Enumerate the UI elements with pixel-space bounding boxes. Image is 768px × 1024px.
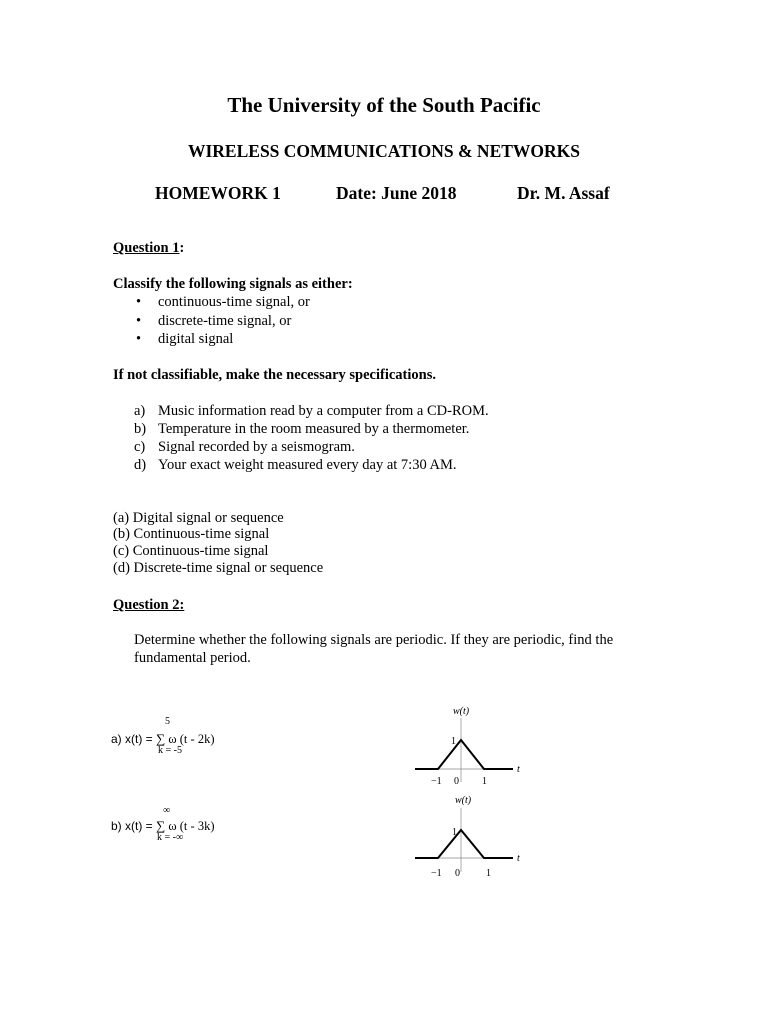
peak-label: 1	[451, 736, 456, 747]
tick-label: 1	[486, 868, 491, 879]
pulse-shape	[415, 830, 513, 858]
bullet-item: • discrete-time signal, or	[136, 313, 292, 329]
plot-title: w(t)	[455, 795, 472, 806]
t-axis-label: t	[517, 853, 520, 864]
list-item-text: Signal recorded by a seismogram.	[158, 439, 355, 455]
question-2-text-line1: Determine whether the following signals are periodic. If they are periodic, find the	[134, 632, 614, 648]
answer-line: (b) Continuous-time signal	[113, 526, 270, 542]
tick-label: −1	[431, 868, 442, 879]
list-item-label: c)	[134, 439, 146, 455]
bullet-item: • digital signal	[136, 331, 234, 347]
list-item-label: b)	[134, 421, 147, 437]
bullet-item: • continuous-time signal, or	[136, 294, 310, 310]
tick-label: −1	[431, 776, 442, 787]
question-1-intro: Classify the following signals as either:	[113, 276, 353, 292]
list-item-label: d)	[134, 457, 147, 473]
peak-label: 1	[452, 827, 457, 838]
list-item-label: a)	[134, 403, 146, 419]
answer-line: (c) Continuous-time signal	[113, 543, 269, 559]
instructor-label: Dr. M. Assaf	[517, 183, 610, 203]
sum-upper-limit: 5	[165, 716, 170, 727]
date-label: Date: June 2018	[336, 183, 457, 203]
question-1-heading: Question 1:	[113, 240, 185, 256]
question-1-note: If not classifiable, make the necessary specifications.	[113, 367, 436, 383]
sum-upper-limit: ∞	[163, 805, 171, 816]
question-2-heading: Question 2:	[113, 597, 185, 613]
list-item-text: Your exact weight measured every day at 7:30 AM.	[158, 457, 457, 473]
plot-title: w(t)	[453, 706, 470, 717]
tick-label: 1	[482, 776, 487, 787]
course-title: WIRELESS COMMUNICATIONS & NETWORKS	[187, 141, 581, 161]
t-axis-label: t	[517, 764, 520, 775]
triangle-pulse-plot-a	[395, 700, 535, 795]
sum-lower-limit: k = -∞	[157, 832, 184, 843]
university-title: The University of the South Pacific	[227, 93, 541, 117]
list-item-text: Temperature in the room measured by a thermometer.	[158, 421, 470, 437]
homework-label: HOMEWORK 1	[155, 183, 281, 203]
pulse-shape	[415, 740, 513, 769]
equation-a: a) x(t) = ∑ ω (t - 2k)	[111, 731, 215, 746]
triangle-pulse-plot-b	[395, 788, 535, 883]
answer-line: (d) Discrete-time signal or sequence	[113, 560, 324, 576]
list-item-text: Music information read by a computer from a CD-ROM.	[158, 403, 489, 419]
tick-label: 0	[455, 868, 460, 879]
tick-label: 0	[454, 776, 459, 787]
equation-b: b) x(t) = ∑ ω (t - 3k)	[111, 818, 215, 833]
answer-line: (a) Digital signal or sequence	[113, 510, 284, 526]
sum-lower-limit: k = -5	[158, 745, 182, 756]
question-2-text-line2: fundamental period.	[134, 650, 251, 666]
